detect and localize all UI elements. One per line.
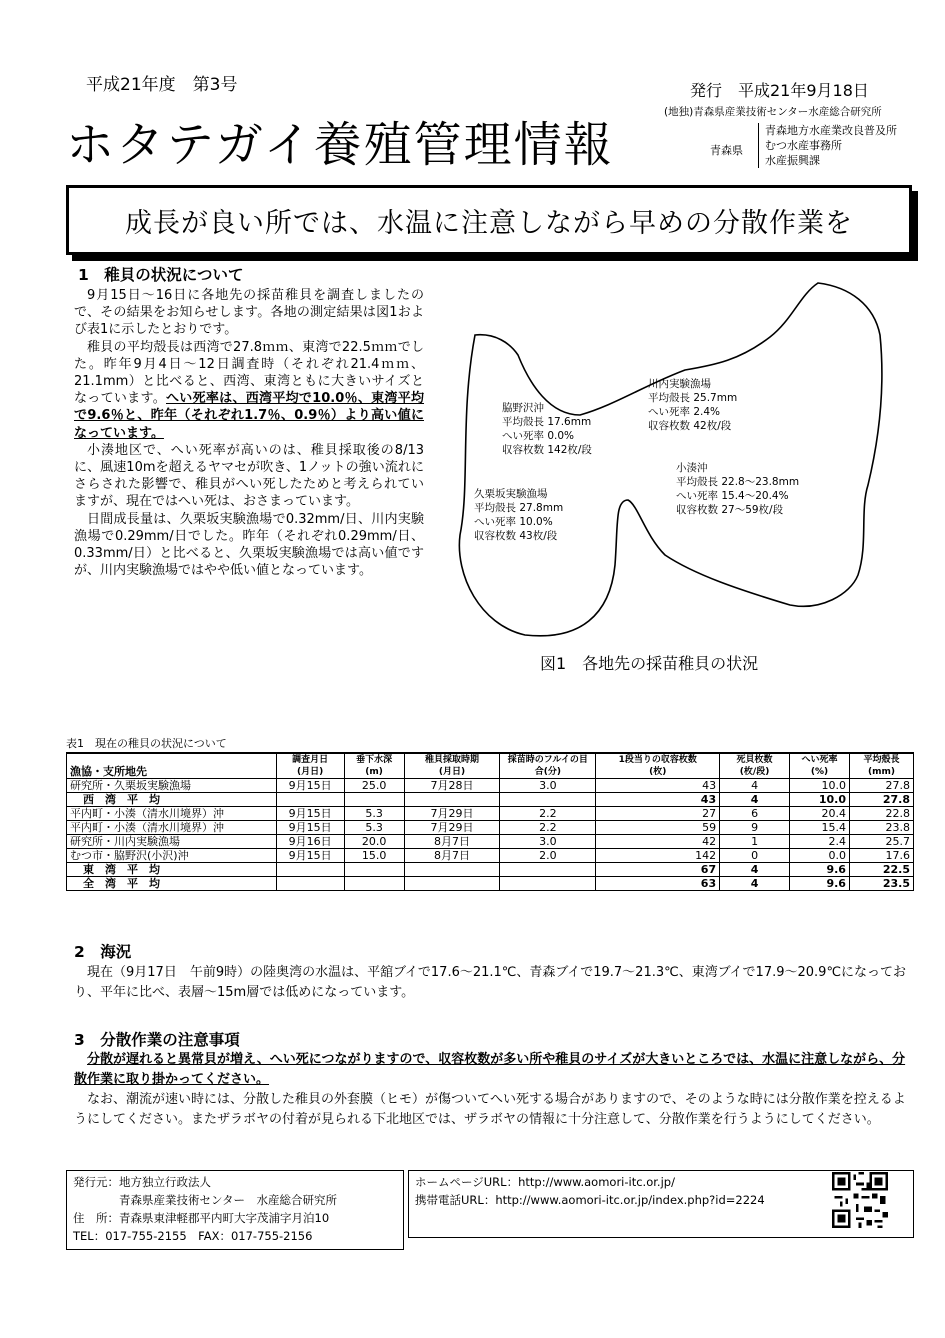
table-cell: 9.6 [790,877,850,891]
table-cell: 25.7 [849,835,913,849]
paragraph: 9月15日～16日に各地先の採苗稚貝を調査しましたので、その結果をお知らせします。各地の測定結果は図1および表1に示したとおりです。 [74,288,424,338]
table-cell: 20.4 [790,807,850,821]
col-header: 稚貝採取時期 (月日) [404,753,500,779]
table-cell: 4 [720,877,790,891]
average-row [67,877,914,891]
section1-heading: 1 稚貝の状況について [78,266,244,284]
table-cell [344,863,404,877]
table-cell: 3.0 [500,835,596,849]
table-cell: 研究所・久栗坂実験漁場 [67,779,277,793]
paragraph: 分散が遅れると異常貝が増え、へい死につながりますので、収容枚数が多い所や稚貝のサイズが大きいところでは、水温に注意しながら、分散作業に取り掛かってください。 [74,1052,906,1087]
table-cell: 15.4 [790,821,850,835]
table-cell: 平内町・小湊（清水川境界）沖 [67,821,277,835]
table-cell: 9.6 [790,863,850,877]
table-row [67,849,914,863]
section2-body: 現在（9月17日 午前9時）の陸奥湾の水温は、平舘ブイで17.6～21.1℃、青森ブイで19.7～21.3℃、東湾ブイで17.9～20.9℃になっており、平年に比べ、表層～15m層では低めになっています。 [74,965,907,1000]
col-header: 平均殻長 (mm) [849,753,913,779]
table-cell: 全 湾 平 均 [67,877,277,891]
table-cell: 27.8 [849,793,913,807]
table-cell: 63 [596,877,720,891]
table-cell [276,793,344,807]
map-label-wakinosawa: 脇野沢沖 [502,402,544,414]
table-cell: 27 [596,807,720,821]
table-cell: 2.0 [500,849,596,863]
col-header: 調査月日 (月日) [276,753,344,779]
table-cell: 5.3 [344,807,404,821]
table-cell [500,863,596,877]
table-cell: 7月29日 [404,807,500,821]
section1-body [74,287,424,579]
publisher-line: 青森県産業技術センター 水産総合研究所 [73,1193,338,1207]
table-body [67,779,914,891]
svg-text:へい死率 10.0%: へい死率 10.0% [474,516,553,528]
table-cell: 8月7日 [404,849,500,863]
table-row [67,835,914,849]
table-row [67,807,914,821]
table-cell: 2.2 [500,821,596,835]
table-cell: 22.8 [849,807,913,821]
table-cell: 67 [596,863,720,877]
table-cell [276,863,344,877]
svg-text:平均殻長 27.8mm: 平均殻長 27.8mm [474,502,564,514]
table-cell: 42 [596,835,720,849]
svg-text:収容枚数 43枚/段: 収容枚数 43枚/段 [474,530,558,542]
table-cell: 2.2 [500,807,596,821]
col-header: へい死率 (%) [790,753,850,779]
svg-text:平均殻長 22.8～23.8mm: 平均殻長 22.8～23.8mm [676,476,800,488]
table-cell: 1 [720,835,790,849]
svg-text:へい死率 0.0%: へい死率 0.0% [502,430,575,442]
table-cell: 8月7日 [404,835,500,849]
table-cell: 43 [596,793,720,807]
table-cell [500,793,596,807]
table-cell: むつ市・脇野沢(小沢)沖 [67,849,277,863]
publish-date: 発行 平成21年9月18日 [690,81,869,100]
col-header: 採苗時のフルイの目合(分) [500,753,596,779]
table-cell: 0.0 [790,849,850,863]
issue-number: 平成21年度 第3号 [86,75,238,95]
table-cell: 17.6 [849,849,913,863]
table-cell: 4 [720,793,790,807]
table-cell: 20.0 [344,835,404,849]
table-cell [500,877,596,891]
col-header: 漁協・支所地先 [67,753,277,779]
publisher-line: 住 所：青森県東津軽郡平内町大字茂浦字月泊10 [73,1211,330,1225]
table-cell: 9月15日 [276,849,344,863]
table-cell: 2.4 [790,835,850,849]
table-cell: 9月15日 [276,821,344,835]
section3-heading: 3 分散作業の注意事項 [74,1031,240,1049]
table-cell: 4 [720,779,790,793]
map-label-kominato: 小湊沖 [676,462,708,474]
average-row [67,793,914,807]
table-cell: 西 湾 平 均 [67,793,277,807]
svg-text:収容枚数 27～59枚/段: 収容枚数 27～59枚/段 [676,504,784,516]
col-header: 1段当りの収容枚数 (枚) [596,753,720,779]
bay-map [440,275,930,645]
figure-caption: 図1 各地先の採苗稚貝の状況 [540,654,759,673]
table-cell: 10.0 [790,793,850,807]
table-cell: 7月28日 [404,779,500,793]
map-label-kuriyasaka: 久栗坂実験漁場 [474,488,548,500]
table-cell [276,877,344,891]
paragraph: なお、潮流が速い時には、分散した稚貝の外套膜（ヒモ）が傷ついてへい死する場合がありますので、そのような時には分散作業を控えるようにしてください。またザラボヤの付着が見られる下北地区では、ザラボヤの情報に十分注意して、分散作業を行うようにしてください。 [74,1092,906,1127]
table-cell: 7月29日 [404,821,500,835]
col-header: 死貝枚数 (枚/段) [720,753,790,779]
table-cell: 研究所・川内実験漁場 [67,835,277,849]
page-title: ホタテガイ養殖管理情報 [66,117,614,173]
average-row [67,863,914,877]
table-cell: 9月16日 [276,835,344,849]
section3-body [74,1050,914,1130]
col-header: 垂下水深 (m) [344,753,404,779]
table-cell: 4 [720,863,790,877]
paragraph: 日間成長量は、久栗坂実験漁場で0.32mm/日、川内実験漁場で0.29mm/日でした。昨年（それぞれ0.29mm/日、0.33mm/日）と比べると、久栗坂実験漁場では高い値ですが、川内実験漁場ではやや低い値となっています。 [74,511,424,579]
svg-text:へい死率 15.4～20.4%: へい死率 15.4～20.4% [676,490,789,502]
table-cell: 142 [596,849,720,863]
svg-text:収容枚数 142枚/段: 収容枚数 142枚/段 [502,444,592,456]
mortality-highlight: へい死率は、西湾平均で10.0％、東湾平均で9.6％と、昨年（それぞれ1.7％、0.9％）より高い値になっています。 [74,391,425,441]
table-cell: 23.8 [849,821,913,835]
table-cell: 5.3 [344,821,404,835]
table-cell [404,863,500,877]
table-cell: 23.5 [849,877,913,891]
table-cell: 22.5 [849,863,913,877]
svg-text:平均殻長 25.7mm: 平均殻長 25.7mm [648,392,738,404]
table-cell: 東 湾 平 均 [67,863,277,877]
table-cell: 10.0 [790,779,850,793]
prefecture-label: 青森県 [710,144,743,157]
table-cell: 0 [720,849,790,863]
paragraph: 小湊地区で、へい死率が高いのは、稚貝採取後の8/13に、風速10mを超えるヤマセが吹き、1ノットの強い流れにさらされた影響で、稚貝がへい死したためと考えられていますが、現在ではへい死は、おさまっています。 [74,442,424,510]
section2-heading: 2 海況 [74,943,132,961]
office-item: 青森地方水産業改良普及所 [765,124,897,137]
table-cell [404,877,500,891]
table-cell: 9 [720,821,790,835]
table-row [67,779,914,793]
mobile-url[interactable]: 携帯電話URL：http://www.aomori-itc.or.jp/index.php?id=2224 [415,1193,765,1207]
table-cell: 6 [720,807,790,821]
status-table [66,752,914,891]
paragraph: 稚貝の平均殻長は西湾で27.8ｍｍ、東湾で22.5ｍｍでした。昨年9月4日～12日調査時（それぞれ21.4ｍｍ、21.1mm）と比べると、西湾、東湾ともに大きいサイズとなっています。へい死率は、西湾平均で10.0％、東湾平均で9.6％と、昨年（それぞれ1.7％、0.9％）より高い値になっています。 [74,339,425,441]
publisher-box [66,1170,404,1250]
map-label-kawauchi: 川内実験漁場 [648,378,711,390]
publisher-line: 発行元：地方独立行政法人 [73,1175,211,1189]
table-cell: 平内町・小湊（清水川境界）沖 [67,807,277,821]
office-item: むつ水産事務所 [765,139,842,152]
bay-outline-map [440,275,930,645]
svg-text:へい死率 2.4%: へい死率 2.4% [648,406,721,418]
svg-text:平均殻長 17.6mm: 平均殻長 17.6mm [502,416,592,428]
table-caption: 表1 現在の稚貝の状況について [66,737,227,750]
table-cell: 3.0 [500,779,596,793]
table-cell [404,793,500,807]
svg-text:収容枚数 42枚/段: 収容枚数 42枚/段 [648,420,732,432]
institute-name: (地独)青森県産業技術センター水産総合研究所 [664,106,882,118]
headline-box: 成長が良い所では、水温に注意しながら早めの分散作業を [66,185,912,255]
table-cell [344,877,404,891]
table-cell: 15.0 [344,849,404,863]
table-cell: 43 [596,779,720,793]
homepage-url[interactable]: ホームページURL：http://www.aomori-itc.or.jp/ [415,1175,675,1189]
office-item: 水産振興課 [765,154,820,167]
table-cell: 9月15日 [276,779,344,793]
table-cell: 25.0 [344,779,404,793]
offices-list [758,123,897,168]
table-cell: 59 [596,821,720,835]
table-cell: 27.8 [849,779,913,793]
qr-code-icon[interactable] [832,1172,888,1228]
table-cell [344,793,404,807]
publisher-line: TEL：017-755-2155 FAX：017-755-2156 [73,1229,313,1243]
table-cell: 9月15日 [276,807,344,821]
table-row [67,821,914,835]
